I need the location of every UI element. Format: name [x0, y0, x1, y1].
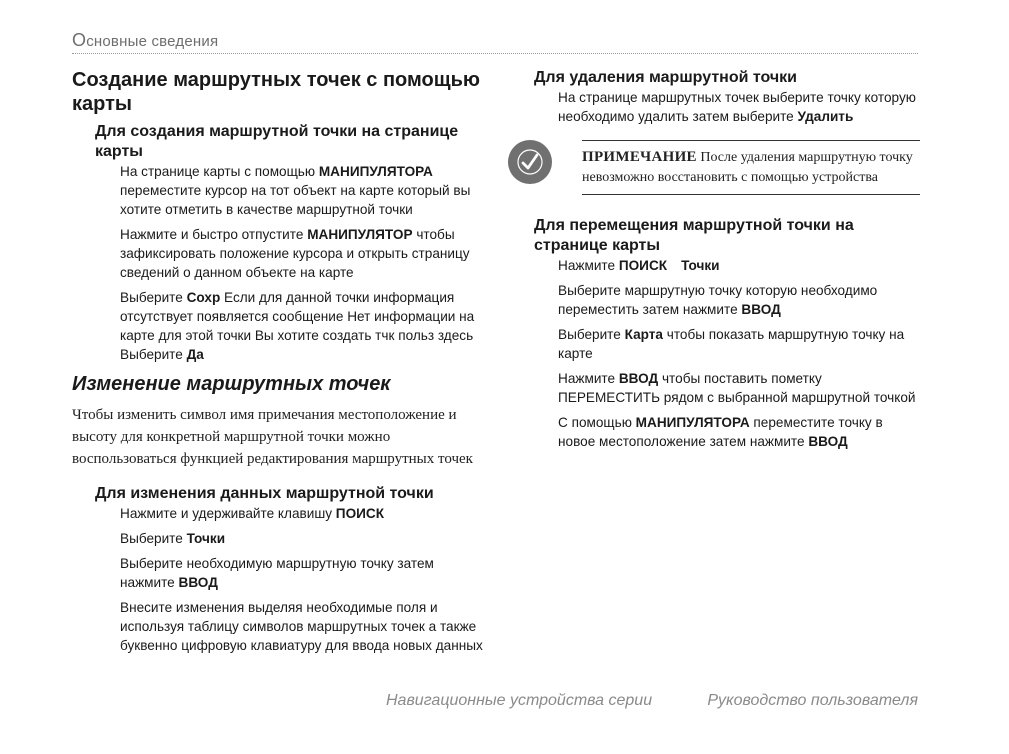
move-steps: [558, 256, 920, 451]
delete-step-1: На странице маршрутных точек выберите точку которую необходимо удалить затем выберите Удалить: [558, 90, 916, 124]
edit-intro: Чтобы изменить символ имя примечания местоположение и высоту для конкретной маршрутной точки можно воспользоваться функцией редактирования маршрутных точек: [72, 407, 473, 467]
left-column: [72, 68, 492, 661]
edit-steps: [120, 504, 492, 655]
create-heading: Для создания маршрутной точки на странице карты: [95, 123, 459, 160]
edit-step-1: Нажмите и удерживайте клавишу ПОИСК: [120, 506, 385, 521]
create-step-2: Нажмите и быстро отпустите МАНИПУЛЯТОР чтобы зафиксировать положение курсора и открыть страницу сведений о данном объекте на карте: [120, 227, 470, 280]
edit-step-2: Выберите Точки: [120, 531, 226, 546]
move-step-5: С помощью МАНИПУЛЯТОРА переместите точку в новое местоположение затем нажмите ВВОД: [558, 415, 883, 449]
header-initial: О: [72, 30, 87, 50]
move-step-1: Нажмите ПОИСК Точки: [558, 258, 720, 273]
edit-procedure: [95, 484, 492, 655]
move-step-4: Нажмите ВВОД чтобы поставить пометку ПЕРЕМЕСТИТЬ рядом с выбранной маршрутной точкой: [558, 371, 916, 405]
note-checkmark-icon: [508, 140, 552, 184]
right-column: [534, 68, 920, 457]
edit-heading: Для изменения данных маршрутной точки: [95, 485, 434, 502]
move-heading: Для перемещения маршрутной точки на странице карты: [534, 217, 854, 254]
note-label: ПРИМЕЧАНИЕ: [582, 149, 697, 165]
create-step-1: На странице карты с помощью МАНИПУЛЯТОРА переместите курсор на тот объект на карте который вы хотите отметить в качестве маршрутной точки: [120, 164, 471, 217]
running-header: [72, 30, 918, 54]
header-text: сновные сведения: [86, 33, 219, 50]
footer-series: Навигационные устройства серии: [386, 692, 653, 709]
create-step-3: Выберите Сохр Если для данной точки информация отсутствует появляется сообщение Нет информации на карте для этой точки Вы хотите создать тчк польз здесь Выберите Да: [120, 290, 475, 362]
note-box: [582, 140, 920, 195]
edit-step-4: Внесите изменения выделяя необходимые поля и используя таблицу символов маршрутных точек а также буквенно цифровую клавиатуру для ввода новых данных: [120, 600, 483, 653]
edit-step-3: Выберите необходимую маршрутную точку затем нажмите ВВОД: [120, 556, 434, 590]
create-steps: [120, 162, 492, 364]
note: [534, 140, 920, 192]
section-title-create: Создание маршрутных точек с помощью карты: [72, 69, 480, 115]
footer-manual: Руководство пользователя: [707, 692, 918, 709]
note-text: После удаления маршрутную точку невозможно восстановить с помощью устройства: [582, 150, 913, 185]
create-procedure: [95, 122, 492, 364]
delete-steps: [558, 88, 920, 126]
section-title-edit: Изменение маршрутных точек: [72, 373, 391, 395]
delete-heading: Для удаления маршрутной точки: [534, 69, 798, 86]
move-step-2: Выберите маршрутную точку которую необходимо переместить затем нажмите ВВОД: [558, 283, 878, 317]
move-step-3: Выберите Карта чтобы показать маршрутную точку на карте: [558, 327, 905, 361]
